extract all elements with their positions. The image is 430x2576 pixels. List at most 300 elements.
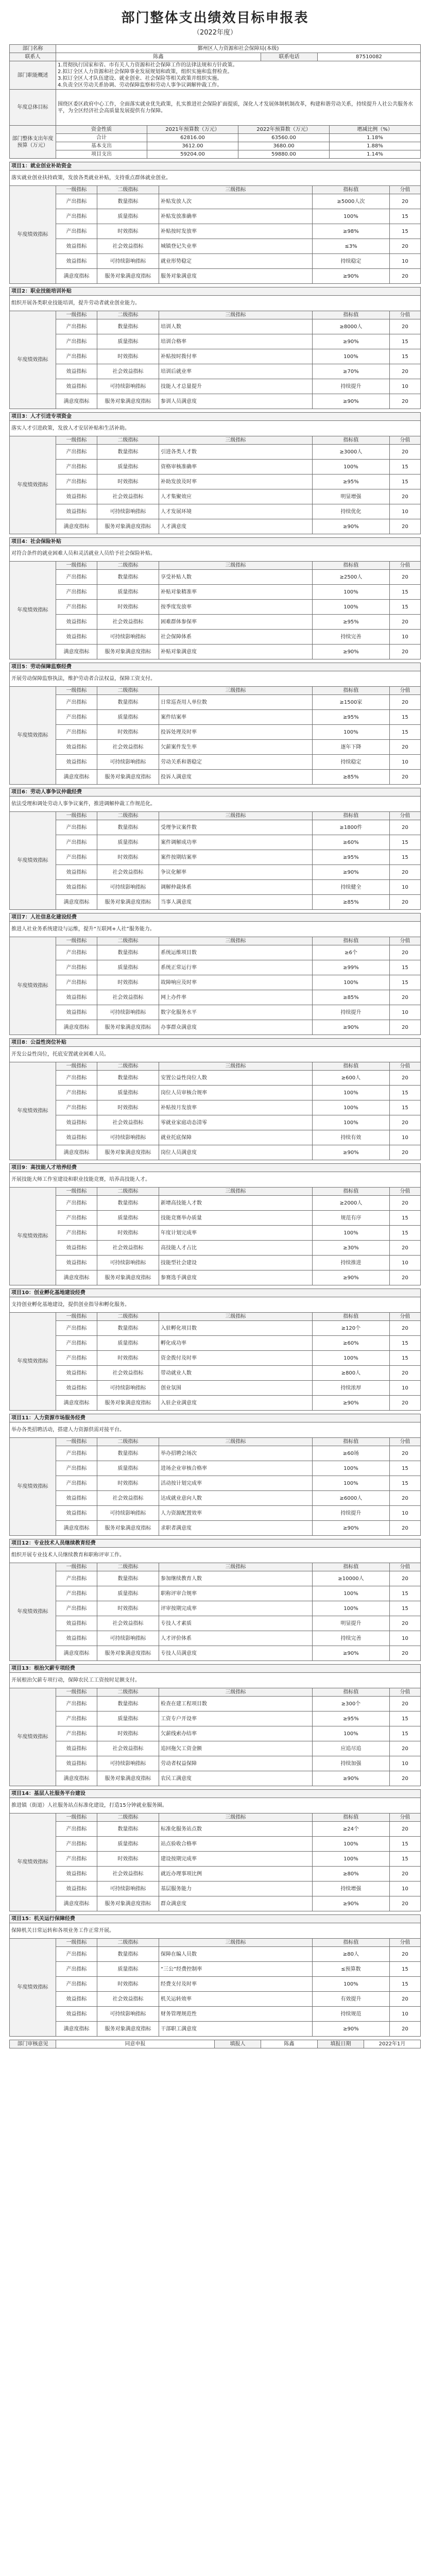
- project-table: [9, 162, 421, 284]
- indicator-row: [10, 695, 421, 710]
- indicator-cell: 补贴对象满意度: [159, 645, 313, 659]
- indicator-cell: 当事人满意度: [159, 895, 313, 910]
- indicator-head-row: [10, 1939, 421, 1947]
- indicator-cell: 产出指标: [56, 1962, 97, 1977]
- indicator-cell: 时效指标: [97, 474, 159, 489]
- indicator-cell: 产出指标: [56, 695, 97, 710]
- indicator-head-cell: 分值: [389, 687, 420, 695]
- indicator-cell: 100%: [313, 975, 390, 990]
- indicator-cell: ≥90%: [313, 645, 390, 659]
- indicator-cell: 效益指标: [56, 1241, 97, 1256]
- overview-item: 4.负责全区劳动关系协调、劳动保障监察和劳动人事争议调解仲裁工作。: [58, 82, 222, 88]
- indicator-cell: 产出指标: [56, 1837, 97, 1852]
- indicator-cell: 社会效益指标: [97, 1867, 159, 1882]
- indicator-cell: 网上办件率: [159, 990, 313, 1005]
- indicator-cell: 15: [389, 474, 420, 489]
- indicator-row: [10, 1321, 421, 1336]
- indicator-cell: 效益指标: [56, 1381, 97, 1396]
- indicator-cell: 培训人数: [159, 319, 313, 334]
- indicator-cell: ≥90%: [313, 1020, 390, 1035]
- indicator-head-cell: 一级指标: [56, 1438, 97, 1446]
- budget-cell: 项目支出: [56, 150, 147, 159]
- indicator-cell: 社会效益指标: [97, 1115, 159, 1130]
- project-desc: 推进镇（街道）人社服务站点标准化建设，打造15分钟就业服务圈。: [10, 1798, 421, 1814]
- budget-cell: 3680.00: [238, 142, 330, 150]
- indicator-head-cell: 三级指标: [159, 1313, 313, 1321]
- indicator-cell: ≥90%: [312, 1145, 389, 1160]
- indicator-cell: 产出指标: [56, 975, 97, 990]
- project-name-row: [10, 1164, 421, 1172]
- indicator-cell: 持续稳定: [312, 254, 389, 269]
- indicator-cell: 资金拨付及时率: [159, 1351, 313, 1366]
- indicator-cell: 社会效益指标: [97, 1491, 159, 1506]
- overview-item: 2.拟订全区人力资源和社会保障事业发展规划和政策，组织实施和监督检查。: [58, 69, 233, 75]
- project-desc-row: [10, 1548, 421, 1563]
- indicator-cell: 案件结案率: [159, 710, 313, 725]
- indicator-cell: ≥80人: [312, 1947, 389, 1962]
- indicator-cell: 效益指标: [56, 630, 97, 645]
- indicator-row: [10, 865, 421, 880]
- indicator-cell: 产出指标: [56, 945, 97, 960]
- indicator-cell: ≥85%: [312, 895, 389, 910]
- indicator-cell: 人才集聚效应: [159, 489, 313, 504]
- project-name: 项目8：公益性岗位补贴: [10, 1039, 421, 1047]
- indicator-cell: 20: [389, 695, 420, 710]
- indicator-cell: 20: [389, 1071, 420, 1086]
- project-table: [9, 412, 421, 534]
- indicator-cell: 产出指标: [56, 1211, 97, 1226]
- project-name: 项目5：劳动保障监察经费: [10, 663, 421, 671]
- indicator-cell: 产出指标: [56, 1086, 97, 1100]
- indicator-cell: 数量指标: [97, 319, 159, 334]
- indicator-cell: 补贴按月发放率: [159, 1100, 313, 1115]
- indicator-row: [10, 850, 421, 865]
- indicator-cell: 100%: [312, 209, 389, 224]
- indicator-cell: 时效指标: [97, 1852, 159, 1867]
- indicator-cell: 数量指标: [97, 1822, 159, 1837]
- indicator-cell: 20: [389, 1992, 420, 2007]
- indicator-head-cell: 三级指标: [159, 1438, 313, 1446]
- indicator-cell: 培训合格率: [159, 334, 313, 349]
- indicator-row: [10, 990, 421, 1005]
- indicator-cell: 举办招聘会场次: [159, 1446, 313, 1461]
- indicator-cell: ≥90%: [312, 269, 389, 284]
- indicator-row: [10, 519, 421, 534]
- project-name-row: [10, 1665, 421, 1673]
- indicator-cell: ≥8000人: [312, 319, 389, 334]
- indicator-cell: 满意度指标: [56, 519, 97, 534]
- indicator-row: [10, 1005, 421, 1020]
- indicator-cell: 有效提升: [312, 1992, 389, 2007]
- footer-table: [9, 2040, 421, 2048]
- indicator-side-label: 年度绩效指标: [10, 937, 56, 1035]
- indicator-cell: 10: [390, 1005, 421, 1020]
- indicator-cell: 社会效益指标: [97, 489, 159, 504]
- project-desc-row: [10, 796, 421, 812]
- indicator-cell: 服务对象满意度指标: [97, 645, 159, 659]
- indicator-head-cell: 分值: [389, 812, 420, 820]
- indicator-cell: ≥80%: [312, 1867, 389, 1882]
- indicator-cell: 效益指标: [56, 1867, 97, 1882]
- indicator-row: [10, 1882, 421, 1896]
- indicator-cell: 20: [389, 1646, 420, 1661]
- indicator-cell: 产出指标: [56, 1196, 97, 1211]
- project-name: 项目14：基层人社服务平台建设: [10, 1790, 421, 1798]
- indicator-cell: 20: [390, 1196, 421, 1211]
- indicator-head-cell: 指标值: [312, 687, 389, 695]
- project-table: [9, 1289, 421, 1411]
- indicator-row: [10, 880, 421, 895]
- indicator-row: [10, 254, 421, 269]
- indicator-row: [10, 1100, 421, 1115]
- indicator-cell: 数量指标: [97, 820, 159, 835]
- budget-cell: 合计: [56, 134, 147, 142]
- indicator-cell: 效益指标: [56, 755, 97, 770]
- indicator-cell: 100%: [312, 1476, 389, 1491]
- project-name-row: [10, 1414, 421, 1422]
- indicator-head-cell: 二级指标: [97, 1563, 159, 1571]
- indicator-cell: 产出指标: [56, 445, 97, 460]
- indicator-cell: ≥85%: [313, 990, 390, 1005]
- indicator-cell: 10: [389, 1506, 420, 1521]
- indicator-cell: 可持续影响指标: [97, 1130, 159, 1145]
- indicator-cell: 20: [389, 1396, 420, 1411]
- indicator-cell: 可持续影响指标: [97, 880, 159, 895]
- indicator-head-cell: 一级指标: [56, 937, 97, 945]
- indicator-row: [10, 194, 421, 209]
- indicator-side-label: 年度绩效指标: [10, 1688, 56, 1786]
- indicator-head-cell: 分值: [389, 1438, 420, 1446]
- indicator-cell: ≥600人: [312, 1071, 389, 1086]
- indicator-cell: 时效指标: [97, 224, 159, 239]
- indicator-cell: 20: [389, 1616, 420, 1631]
- indicator-cell: 10: [389, 755, 420, 770]
- indicator-head-cell: 一级指标: [56, 1688, 97, 1697]
- indicator-head-cell: 三级指标: [159, 1939, 313, 1947]
- contact-label: 联系人: [10, 53, 56, 61]
- indicator-cell: ≥95%: [312, 1711, 389, 1726]
- indicator-cell: ≥30%: [313, 1241, 390, 1256]
- indicator-row: [10, 1822, 421, 1837]
- project-desc: 推进人社业务系统建设与运维，提升“互联网+人社”服务能力。: [10, 922, 421, 937]
- budget-cell: 基本支出: [56, 142, 147, 150]
- indicator-cell: 100%: [312, 460, 389, 474]
- indicator-cell: 效益指标: [56, 1631, 97, 1646]
- indicator-cell: 产出指标: [56, 194, 97, 209]
- indicator-row: [10, 1211, 421, 1226]
- indicator-cell: 10: [389, 1381, 420, 1396]
- indicator-cell: 职称评审合规率: [159, 1586, 313, 1601]
- indicator-row: [10, 1992, 421, 2007]
- indicator-cell: ≥95%: [313, 615, 390, 630]
- indicator-cell: 效益指标: [56, 1741, 97, 1756]
- indicator-cell: 10: [389, 1631, 420, 1646]
- indicator-cell: 入驻孵化项目数: [159, 1321, 313, 1336]
- indicator-cell: 数量指标: [97, 695, 159, 710]
- indicator-cell: 欠薪案件发生率: [159, 740, 313, 755]
- indicator-cell: 100%: [312, 1461, 389, 1476]
- indicator-head-cell: 一级指标: [56, 436, 97, 445]
- indicator-cell: 20: [390, 615, 421, 630]
- indicator-cell: 100%: [312, 1351, 389, 1366]
- indicator-cell: ≥90%: [312, 1396, 389, 1411]
- project-name-row: [10, 1539, 421, 1548]
- indicator-cell: 持续提升: [312, 1506, 389, 1521]
- indicator-head-cell: 分值: [389, 1313, 420, 1321]
- indicator-cell: 系统正常运行率: [159, 960, 313, 975]
- budget-cell: 63560.00: [238, 134, 330, 142]
- projects-container: [9, 162, 421, 2037]
- indicator-cell: 服务对象满意度指标: [97, 269, 159, 284]
- indicator-row: [10, 1336, 421, 1351]
- indicator-cell: 可持续影响指标: [97, 1882, 159, 1896]
- project-table: [9, 788, 421, 910]
- indicator-cell: 争议化解率: [159, 865, 313, 880]
- overview-row: [10, 61, 421, 90]
- indicator-cell: 可持续影响指标: [97, 1381, 159, 1396]
- indicator-cell: 10: [389, 880, 420, 895]
- indicator-head-cell: 分值: [390, 562, 421, 570]
- indicator-row: [10, 1646, 421, 1661]
- indicator-cell: 效益指标: [56, 364, 97, 379]
- indicator-cell: 满意度指标: [56, 2022, 97, 2037]
- indicator-row: [10, 1366, 421, 1381]
- indicator-cell: “三公”经费控制率: [159, 1962, 313, 1977]
- indicator-head-cell: 二级指标: [97, 1438, 159, 1446]
- indicator-cell: 技能人才总量提升: [159, 379, 313, 394]
- indicator-cell: 20: [389, 1145, 420, 1160]
- indicator-cell: 就近办理事项比例: [159, 1867, 313, 1882]
- indicator-cell: 数字化服务水平: [159, 1005, 313, 1020]
- indicator-cell: 15: [390, 585, 421, 600]
- project-name-row: [10, 788, 421, 796]
- indicator-cell: 时效指标: [97, 1726, 159, 1741]
- indicator-cell: 满意度指标: [56, 1145, 97, 1160]
- indicator-cell: ≥1800件: [312, 820, 389, 835]
- indicator-row: [10, 1115, 421, 1130]
- indicator-head-cell: 一级指标: [56, 1188, 97, 1196]
- indicator-head-cell: 二级指标: [97, 1688, 159, 1697]
- indicator-cell: 系统运维项目数: [159, 945, 313, 960]
- indicator-cell: 10: [389, 1756, 420, 1771]
- indicator-cell: 20: [389, 740, 420, 755]
- indicator-row: [10, 1270, 421, 1285]
- indicator-cell: 服务对象满意度指标: [97, 895, 159, 910]
- indicator-row: [10, 1145, 421, 1160]
- page-year: （2022年度）: [193, 29, 237, 37]
- indicator-head-row: [10, 311, 421, 319]
- indicator-cell: 产出指标: [56, 1446, 97, 1461]
- indicator-cell: 15: [389, 224, 420, 239]
- indicator-cell: 参训人员满意度: [159, 394, 313, 409]
- indicator-cell: 持续有效: [312, 1130, 389, 1145]
- indicator-cell: 质量指标: [97, 1586, 159, 1601]
- indicator-cell: 时效指标: [97, 1351, 159, 1366]
- indicator-cell: ≥300个: [312, 1697, 389, 1711]
- indicator-row: [10, 1506, 421, 1521]
- indicator-side-label: 年度绩效指标: [10, 1814, 56, 1911]
- indicator-cell: 人力资源配置效率: [159, 1506, 313, 1521]
- indicator-cell: 产出指标: [56, 1351, 97, 1366]
- budget-head-cell: 增减比例（%）: [330, 126, 421, 134]
- indicator-side-label: 年度绩效指标: [10, 1313, 56, 1411]
- indicator-cell: 可持续影响指标: [97, 630, 159, 645]
- indicator-head-cell: 三级指标: [159, 562, 313, 570]
- indicator-cell: 案件调解成功率: [159, 835, 313, 850]
- indicator-cell: 服务对象满意度指标: [97, 519, 159, 534]
- indicator-cell: 产出指标: [56, 1336, 97, 1351]
- indicator-cell: ≥800人: [312, 1366, 389, 1381]
- indicator-cell: 孵化成功率: [159, 1336, 313, 1351]
- indicator-cell: 评审按期完成率: [159, 1601, 313, 1616]
- indicator-cell: 投诉人满意度: [159, 770, 313, 785]
- budget-head-cell: 资金性质: [56, 126, 147, 134]
- indicator-cell: 效益指标: [56, 615, 97, 630]
- indicator-cell: 社会效益指标: [97, 1616, 159, 1631]
- indicator-cell: 质量指标: [97, 334, 159, 349]
- indicator-cell: ≥90%: [312, 334, 389, 349]
- indicator-cell: 15: [389, 850, 420, 865]
- indicator-cell: 质量指标: [97, 1211, 159, 1226]
- indicator-row: [10, 1837, 421, 1852]
- indicator-head-cell: 分值: [389, 1062, 420, 1071]
- indicator-row: [10, 334, 421, 349]
- indicator-head-cell: 一级指标: [56, 186, 97, 194]
- indicator-row: [10, 1521, 421, 1536]
- indicator-cell: ≥6个: [313, 945, 390, 960]
- indicator-cell: 明显提升: [312, 1616, 389, 1631]
- dept-value: 鄞州区人力资源和社会保障局(本级): [56, 45, 421, 53]
- indicator-cell: 15: [389, 334, 420, 349]
- indicator-cell: 质量指标: [97, 710, 159, 725]
- indicator-cell: 100%: [312, 1837, 389, 1852]
- indicator-head-cell: 分值: [389, 1814, 420, 1822]
- indicator-cell: 城镇登记失业率: [159, 239, 313, 254]
- indicator-cell: 技能型社会建设: [159, 1256, 313, 1270]
- indicator-cell: 可持续影响指标: [97, 504, 159, 519]
- overview-item: 3.拟订全区人才队伍建设、就业创业、社会保险等相关政策并组织实施。: [58, 76, 222, 81]
- indicator-head-cell: 指标值: [312, 1438, 389, 1446]
- indicator-cell: 可持续影响指标: [97, 1631, 159, 1646]
- indicator-cell: 时效指标: [97, 1226, 159, 1241]
- indicator-cell: 产出指标: [56, 1071, 97, 1086]
- indicator-cell: 服务对象满意度指标: [97, 1521, 159, 1536]
- indicator-cell: 效益指标: [56, 1491, 97, 1506]
- indicator-cell: 服务对象满意度指标: [97, 1896, 159, 1911]
- budget-cell: 1.18%: [330, 134, 421, 142]
- indicator-cell: 创业氛围: [159, 1381, 313, 1396]
- indicator-cell: ≥95%: [312, 474, 389, 489]
- indicator-cell: 社会保障体系: [159, 630, 313, 645]
- indicator-cell: 效益指标: [56, 1992, 97, 2007]
- indicator-cell: 社会效益指标: [97, 740, 159, 755]
- indicator-cell: 满意度指标: [56, 895, 97, 910]
- indicator-cell: 10: [389, 2007, 420, 2022]
- indicator-row: [10, 504, 421, 519]
- indicator-cell: 15: [389, 835, 420, 850]
- indicator-head-row: [10, 186, 421, 194]
- indicator-head-cell: 一级指标: [56, 562, 97, 570]
- indicator-row: [10, 1476, 421, 1491]
- indicator-cell: 20: [389, 194, 420, 209]
- indicator-row: [10, 975, 421, 990]
- indicator-cell: 持续稳定: [312, 755, 389, 770]
- project-name: 项目12：专业技术人员继续教育经费: [10, 1539, 421, 1548]
- indicator-side-label: 年度绩效指标: [10, 1563, 56, 1661]
- indicator-cell: 时效指标: [97, 725, 159, 740]
- indicator-cell: 质量指标: [97, 460, 159, 474]
- indicator-cell: 20: [389, 364, 420, 379]
- indicator-row: [10, 364, 421, 379]
- indicator-cell: 100%: [313, 585, 390, 600]
- overview-text: [56, 61, 421, 90]
- indicator-head-cell: 分值: [390, 937, 421, 945]
- indicator-cell: 数量指标: [97, 570, 159, 585]
- indicator-cell: 服务对象满意度: [159, 269, 313, 284]
- project-desc: 依法受理和调处劳动人事争议案件，推进调解仲裁工作规范化。: [10, 796, 421, 812]
- indicator-cell: 产出指标: [56, 820, 97, 835]
- indicator-row: [10, 1631, 421, 1646]
- project-name-row: [10, 413, 421, 421]
- indicator-cell: 岗位人员满意度: [159, 1145, 313, 1160]
- indicator-cell: ≥6000人: [312, 1491, 389, 1506]
- indicator-cell: ≥99%: [313, 960, 390, 975]
- indicator-cell: 满意度指标: [56, 1270, 97, 1285]
- indicator-cell: 效益指标: [56, 239, 97, 254]
- indicator-cell: 15: [389, 1977, 420, 1992]
- indicator-row: [10, 1867, 421, 1882]
- project-desc: 开展技能大师工作室建设和职业技能竞赛，培养高技能人才。: [10, 1172, 421, 1188]
- indicator-head-cell: 三级指标: [159, 1814, 313, 1822]
- indicator-head-cell: 三级指标: [159, 1062, 313, 1071]
- indicator-cell: 可持续影响指标: [97, 1506, 159, 1521]
- project-name-row: [10, 663, 421, 671]
- indicator-head-cell: 三级指标: [159, 937, 313, 945]
- indicator-cell: 数量指标: [97, 1196, 159, 1211]
- project-table: [9, 1414, 421, 1536]
- indicator-cell: 效益指标: [56, 1115, 97, 1130]
- indicator-head-row: [10, 1688, 421, 1697]
- indicator-row: [10, 1461, 421, 1476]
- indicator-cell: 20: [389, 1521, 420, 1536]
- project-desc: 保障机关日常运转和各项业务工作正常开展。: [10, 1923, 421, 1939]
- phone-value: 87510082: [317, 53, 420, 61]
- indicator-side-label: 年度绩效指标: [10, 1939, 56, 2037]
- indicator-cell: 服务对象满意度指标: [97, 1145, 159, 1160]
- indicator-head-cell: 二级指标: [97, 562, 159, 570]
- indicator-row: [10, 1226, 421, 1241]
- indicator-cell: 20: [389, 1491, 420, 1506]
- indicator-row: [10, 1962, 421, 1977]
- indicator-cell: 持续完善: [312, 1631, 389, 1646]
- indicator-row: [10, 1726, 421, 1741]
- indicator-cell: ≥95%: [312, 710, 389, 725]
- indicator-head-cell: 三级指标: [159, 436, 313, 445]
- indicator-cell: 15: [389, 1476, 420, 1491]
- indicator-cell: 持续增强: [312, 1882, 389, 1896]
- indicator-cell: 100%: [312, 1586, 389, 1601]
- project-name: 项目3：人才引进专项资金: [10, 413, 421, 421]
- indicator-cell: 干部职工满意度: [159, 2022, 313, 2037]
- indicator-row: [10, 209, 421, 224]
- indicator-cell: 安置公益性岗位人数: [159, 1071, 313, 1086]
- indicator-cell: 服务对象满意度指标: [97, 1270, 159, 1285]
- indicator-head-row: [10, 1188, 421, 1196]
- indicator-head-cell: 二级指标: [97, 186, 159, 194]
- indicator-cell: 时效指标: [97, 850, 159, 865]
- indicator-cell: 15: [389, 1726, 420, 1741]
- indicator-cell: 服务对象满意度指标: [97, 2022, 159, 2037]
